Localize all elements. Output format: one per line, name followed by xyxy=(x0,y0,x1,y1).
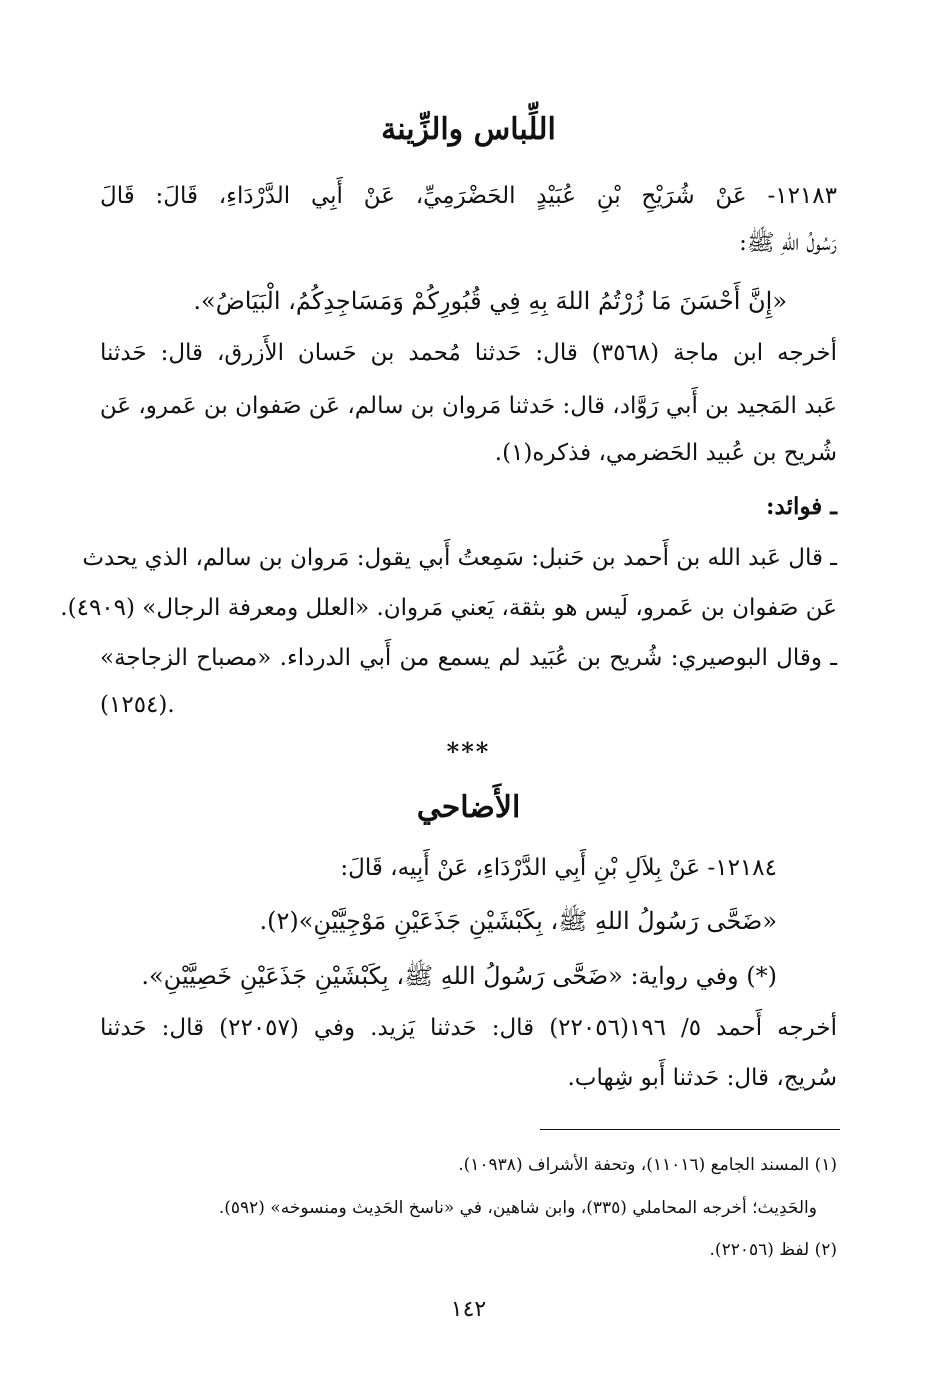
hadith-12183-line-1: ١٢١٨٣- عَنْ شُرَيْحِ بْنِ عُبَيْدٍ الحَضْرَمِيِّ، عَنْ أَبِي الدَّرْدَاءِ، قَالَ: قَالَ xyxy=(100,183,837,209)
section-title-clothing: اللِّباس والزِّينة xyxy=(381,112,556,147)
page-number: ١٤٢ xyxy=(450,1297,487,1322)
section-separator: *** xyxy=(446,737,491,766)
footnote-2: (٢) لفظ (٢٢٠٥٦). xyxy=(709,1240,837,1260)
footnote-divider xyxy=(540,1129,840,1130)
fawaid-1-line-2: عَن صَفوان بن عَمرو، لَيس هو بثقة، يَعني مَروان. «العلل ومعرفة الرجال» (٤٩٠٩). xyxy=(60,595,837,621)
hadith-12183-quote: «إِنَّ أَحْسَنَ مَا زُرْتُمُ اللهَ بِهِ فِي قُبُورِكُمْ وَمَسَاجِدِكُمُ، الْبَيَاضُ». xyxy=(193,287,787,315)
hadith-12184-quote: «ضَحَّى رَسُولُ اللهِ ﷺ، بِكَبْشَيْنِ جَذَعَيْنِ مَوْجِيَّيْنِ»(٢). xyxy=(259,907,777,935)
hadith-12183-line-2: رَسُولُ اللهِ ﷺ: xyxy=(739,230,837,256)
takhrij-12183-line-1: أخرجه ابن ماجة (٣٥٦٨) قال: حَدثنا مُحمد بن حَسان الأَزرق، قال: حَدثنا xyxy=(100,340,837,366)
takhrij-12183-line-2: عَبد المَجيد بن أَبي رَوَّاد، قال: حَدثنا مَروان بن سالم، عَن صَفوان بن عَمرو، عَن xyxy=(99,393,837,419)
hadith-12184-variant: (*) وفي رواية: «ضَحَّى رَسُولُ اللهِ ﷺ، بِكَبْشَيْنِ جَذَعَيْنِ خَصِيَّيْنِ». xyxy=(141,962,777,990)
takhrij-12184-line-2: سُريج، قال: حَدثنا أَبو شِهاب. xyxy=(567,1065,837,1091)
footnote-1: (١) المسند الجامع (١١٠١٦)، وتحفة الأشراف (١٠٩٣٨). xyxy=(458,1155,837,1175)
hadith-12184-line-1: ١٢١٨٤- عَنْ بِلاَلِ بْنِ أَبِي الدَّرْدَاءِ، عَنْ أَبِيه، قَالَ: xyxy=(340,855,777,881)
fawaid-heading: ـ فوائد: xyxy=(766,493,837,520)
fawaid-2-line-2: (١٢٥٤). xyxy=(100,692,175,718)
fawaid-1-line-1: ـ قال عَبد الله بن أَحمد بن حَنبل: سَمِعتُ أَبي يقول: مَروان بن سالم، الذي يحدث xyxy=(82,545,837,571)
section-title-sacrifices: الأَضاحي xyxy=(416,790,521,825)
footnote-1-continued: والحَدِيث؛ أخرجه المحاملي (٣٣٥)، وابن شاهين، في «ناسخ الحَدِيث ومنسوخه» (٥٩٢). xyxy=(218,1198,817,1218)
fawaid-2-line-1: ـ وقال البوصيري: شُريح بن عُبَيد لم يسمع من أَبي الدرداء. «مصباح الزجاجة» xyxy=(100,645,837,671)
takhrij-12184-line-1: أخرجه أَحمد ٥/ ١٩٦(٢٢٠٥٦) قال: حَدثنا يَزيد. وفي (٢٢٠٥٧) قال: حَدثنا xyxy=(100,1015,837,1041)
takhrij-12183-line-3: شُريح بن عُبيد الحَضرمي، فذكره(١). xyxy=(494,440,837,466)
